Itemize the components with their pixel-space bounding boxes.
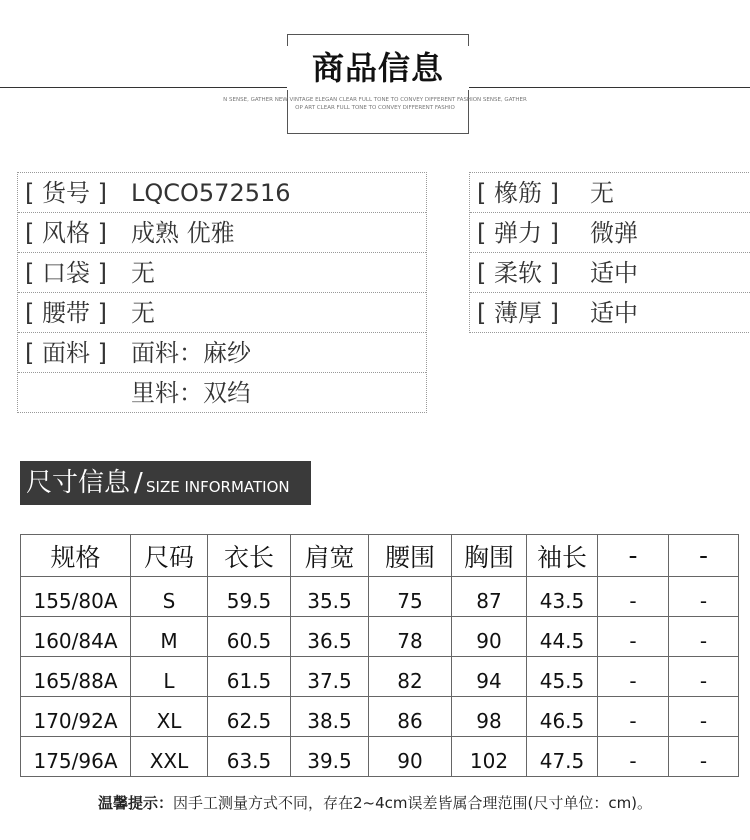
info-row-lining	[18, 373, 426, 412]
size-banner-title-en: SIZE INFORMATION	[146, 478, 290, 496]
size-table-cell: 175/96A	[21, 737, 131, 777]
size-table-cell: -	[598, 697, 669, 737]
page-title: 商品信息	[287, 46, 469, 90]
header-subtitle-line1: N SENSE, GATHER NEW VINTAGE ELEGAN CLEAR FULL TONE TO CONVEY DIFFERENT FASHION SENSE, GATHER	[223, 97, 527, 103]
info-value: 成熟 优雅	[131, 219, 235, 247]
size-table-cell: 46.5	[527, 697, 598, 737]
size-table-header-cell: 肩宽	[291, 535, 369, 577]
size-table-cell: L	[131, 657, 208, 697]
size-table-cell: -	[669, 657, 739, 697]
info-value: 微弹	[590, 219, 638, 247]
info-value: 适中	[590, 259, 638, 287]
product-info-table-left	[17, 172, 427, 413]
info-row-style	[18, 213, 426, 253]
info-value: 无	[131, 299, 155, 327]
size-table-header-cell: -	[669, 535, 739, 577]
size-table-cell: 63.5	[208, 737, 291, 777]
info-value: 适中	[590, 299, 638, 327]
size-table	[20, 534, 739, 777]
size-table-header-cell: -	[598, 535, 669, 577]
size-table-cell: 36.5	[291, 617, 369, 657]
info-row-thickness	[470, 293, 750, 332]
table-row	[21, 577, 739, 617]
size-table-cell: XL	[131, 697, 208, 737]
info-value: LQCO572516	[131, 179, 291, 207]
size-table-header-cell: 胸围	[452, 535, 527, 577]
size-table-cell: 61.5	[208, 657, 291, 697]
size-table-cell: 59.5	[208, 577, 291, 617]
size-table-cell: 87	[452, 577, 527, 617]
size-table-cell: 44.5	[527, 617, 598, 657]
size-info-banner	[20, 461, 311, 505]
size-table-cell: 94	[452, 657, 527, 697]
size-table-header-cell: 腰围	[369, 535, 452, 577]
info-label: [ 橡筋 ]	[477, 179, 559, 207]
info-value: 面料：麻纱	[131, 339, 251, 367]
size-table-cell: 38.5	[291, 697, 369, 737]
size-table-cell: 37.5	[291, 657, 369, 697]
info-label: [ 柔软 ]	[477, 259, 559, 287]
info-row-item-no	[18, 173, 426, 213]
size-table-cell: 102	[452, 737, 527, 777]
size-table-cell: -	[669, 577, 739, 617]
size-table-cell: 45.5	[527, 657, 598, 697]
size-table-header-cell: 尺码	[131, 535, 208, 577]
table-row	[21, 697, 739, 737]
size-table-header-cell: 规格	[21, 535, 131, 577]
size-table-cell: 86	[369, 697, 452, 737]
size-table-cell: 47.5	[527, 737, 598, 777]
size-table-cell: 155/80A	[21, 577, 131, 617]
info-label: [ 货号 ]	[25, 179, 107, 207]
info-label: [ 腰带 ]	[25, 299, 107, 327]
info-row-elastic-band	[470, 173, 750, 213]
size-table-cell: 90	[452, 617, 527, 657]
info-label: [ 弹力 ]	[477, 219, 559, 247]
size-table-cell: 98	[452, 697, 527, 737]
size-table-cell: XXL	[131, 737, 208, 777]
note-text: 因手工测量方式不同，存在2~4cm误差皆属合理范围(尺寸单位：cm)。	[172, 794, 653, 812]
size-table-cell: 60.5	[208, 617, 291, 657]
table-row	[21, 737, 739, 777]
size-table-cell: 78	[369, 617, 452, 657]
size-table-cell: -	[598, 737, 669, 777]
info-label: [ 口袋 ]	[25, 259, 107, 287]
size-table-cell: -	[598, 617, 669, 657]
info-row-belt	[18, 293, 426, 333]
info-row-fabric	[18, 333, 426, 373]
table-row	[21, 617, 739, 657]
info-label: [ 薄厚 ]	[477, 299, 559, 327]
info-row-softness	[470, 253, 750, 293]
size-table-cell: -	[598, 657, 669, 697]
info-label: [ 风格 ]	[25, 219, 107, 247]
size-table-cell: -	[598, 577, 669, 617]
size-table-cell: -	[669, 617, 739, 657]
size-table-cell: M	[131, 617, 208, 657]
size-table-cell: 39.5	[291, 737, 369, 777]
size-table-header-row	[21, 535, 739, 577]
size-table-cell: -	[669, 737, 739, 777]
info-value: 无	[590, 179, 614, 207]
size-table-cell: 165/88A	[21, 657, 131, 697]
size-banner-slash: /	[134, 468, 143, 498]
size-table-header-cell: 袖长	[527, 535, 598, 577]
product-info-table-right	[469, 172, 750, 333]
size-table-cell: 62.5	[208, 697, 291, 737]
size-table-cell: S	[131, 577, 208, 617]
size-table-cell: 43.5	[527, 577, 598, 617]
table-row	[21, 657, 739, 697]
size-table-cell: 35.5	[291, 577, 369, 617]
header-subtitle-line2: OP ART CLEAR FULL TONE TO CONVEY DIFFERENT FASHIO	[295, 105, 455, 111]
size-table-cell: 82	[369, 657, 452, 697]
size-table-cell: 160/84A	[21, 617, 131, 657]
note-prefix: 温馨提示：	[97, 794, 173, 812]
size-table-cell: 75	[369, 577, 452, 617]
info-label: [ 面料 ]	[25, 339, 107, 367]
info-row-pocket	[18, 253, 426, 293]
size-table-header-cell: 衣长	[208, 535, 291, 577]
info-value: 里料：双绉	[131, 379, 251, 407]
size-table-cell: 170/92A	[21, 697, 131, 737]
info-row-stretch	[470, 213, 750, 253]
size-table-cell: 90	[369, 737, 452, 777]
measurement-note	[0, 792, 750, 814]
size-banner-title-zh: 尺寸信息	[26, 468, 131, 498]
info-value: 无	[131, 259, 155, 287]
size-table-cell: -	[669, 697, 739, 737]
